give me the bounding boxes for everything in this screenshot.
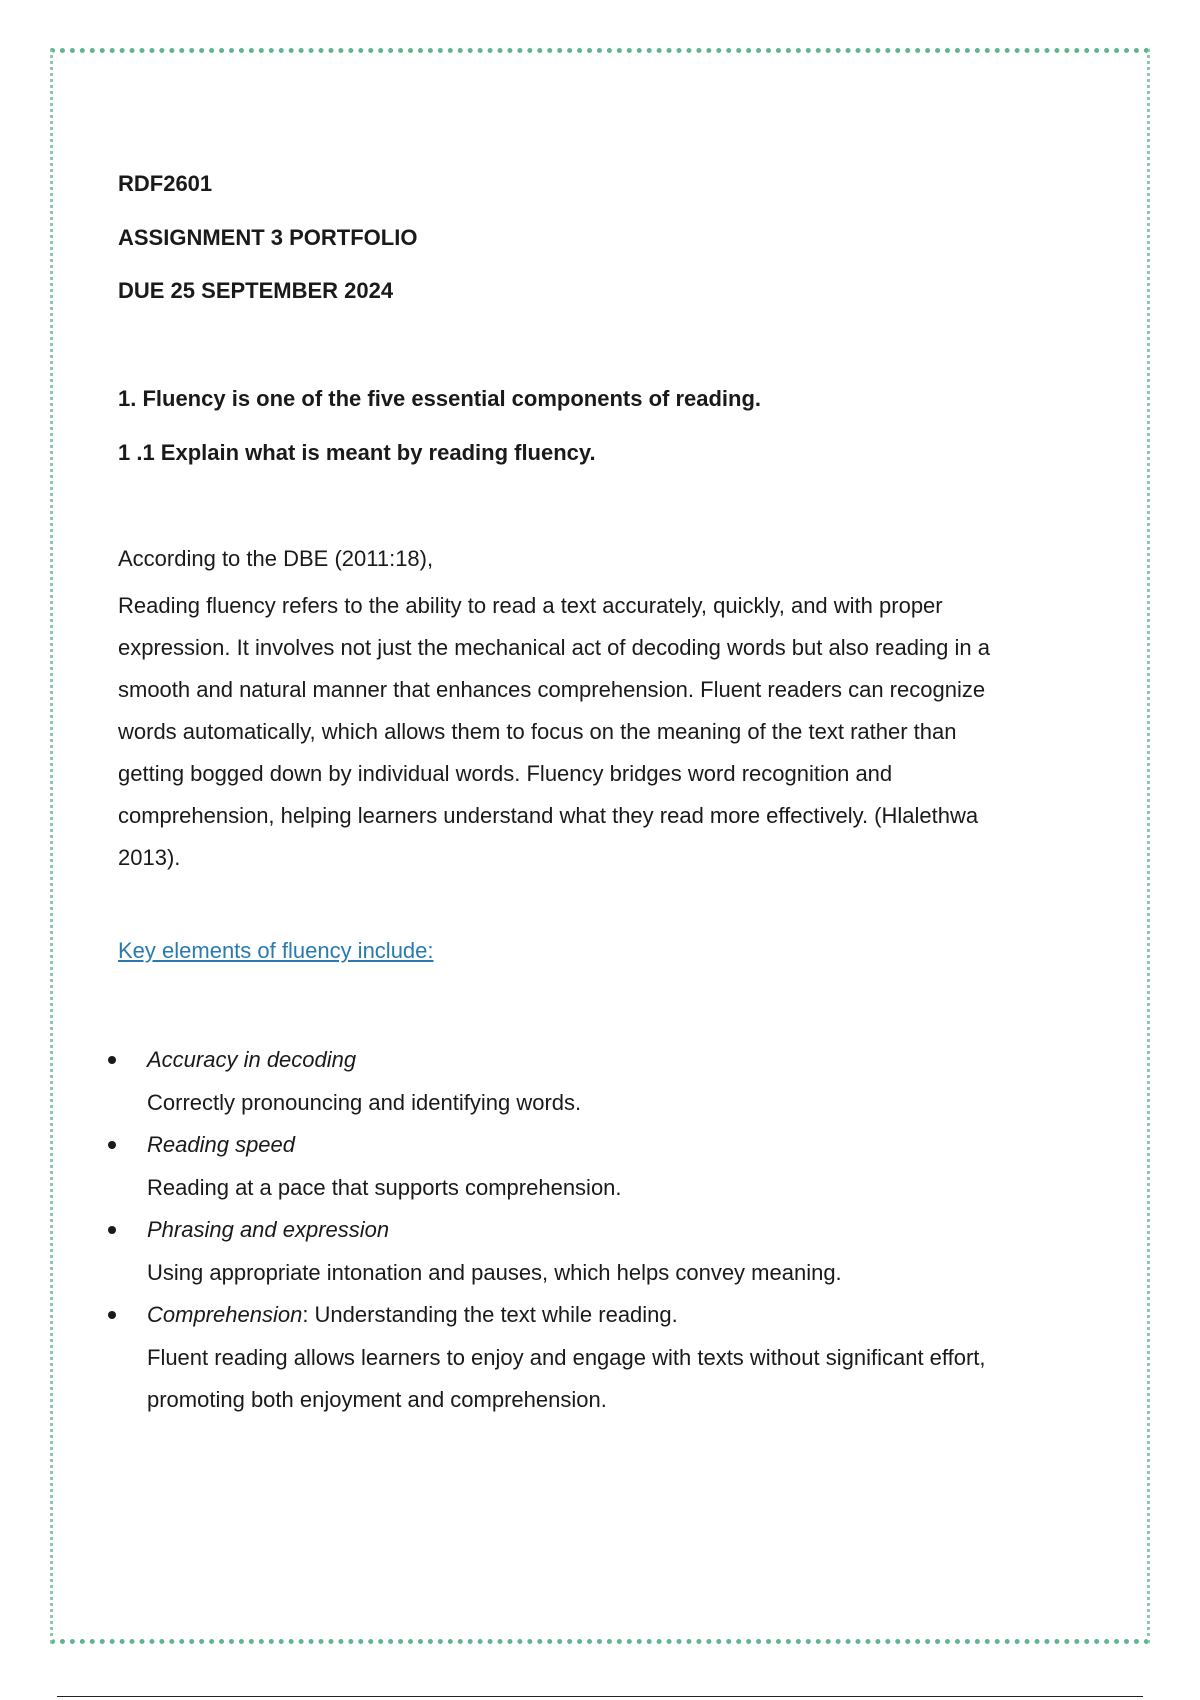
fluency-paragraph — [118, 585, 1098, 879]
bullet-title: Phrasing and expression — [147, 1217, 390, 1242]
list-item — [118, 1124, 1108, 1209]
bullet-detail: Fluent reading allows learners to enjoy and engage with texts without significant effort, — [147, 1344, 986, 1370]
bullet-icon — [108, 1056, 116, 1064]
key-elements-heading: Key elements of fluency include: — [118, 938, 434, 963]
bullet-title-suffix: : Understanding the text while reading. — [302, 1302, 678, 1327]
paragraph-line: Reading fluency refers to the ability to read a text accurately, quickly, and with proper — [118, 593, 943, 618]
assignment-title: ASSIGNMENT 3 PORTFOLIO — [118, 225, 418, 250]
bullet-detail: Using appropriate intonation and pauses, which helps convey meaning. — [147, 1259, 842, 1285]
footer-rule — [57, 1696, 1143, 1697]
paragraph-line: smooth and natural manner that enhances comprehension. Fluent readers can recognize — [118, 677, 986, 702]
list-item — [118, 1039, 1108, 1124]
question-main: 1. Fluency is one of the five essential components of reading. — [118, 386, 762, 411]
list-item — [118, 1209, 1108, 1294]
bullet-title: Accuracy in decoding — [147, 1047, 357, 1072]
citation-intro: According to the DBE (2011:18), — [118, 546, 434, 571]
paragraph-line: expression. It involves not just the mechanical act of decoding words but also reading in a — [118, 635, 990, 660]
bullet-icon — [108, 1141, 116, 1149]
bullet-detail: Correctly pronouncing and identifying words. — [147, 1089, 582, 1115]
paragraph-line: comprehension, helping learners understand what they read more effectively. (Hlalethwa — [118, 803, 979, 828]
bullet-icon — [108, 1311, 116, 1319]
list-item — [118, 1294, 1108, 1422]
bullet-icon — [108, 1226, 116, 1234]
paragraph-line: getting bogged down by individual words. Fluency bridges word recognition and — [118, 761, 893, 786]
paragraph-line: words automatically, which allows them to focus on the meaning of the text rather than — [118, 719, 957, 744]
bullet-detail: promoting both enjoyment and comprehension. — [147, 1387, 607, 1412]
bullet-title: Comprehension — [147, 1302, 303, 1327]
paragraph-line: 2013). — [118, 845, 181, 870]
due-date: DUE 25 SEPTEMBER 2024 — [118, 278, 394, 303]
question-sub: 1 .1 Explain what is meant by reading fluency. — [118, 440, 596, 465]
course-code: RDF2601 — [118, 171, 213, 196]
bullet-title: Reading speed — [147, 1132, 296, 1157]
key-elements-list — [118, 1039, 1108, 1422]
bullet-detail: Reading at a pace that supports comprehension. — [147, 1174, 622, 1200]
